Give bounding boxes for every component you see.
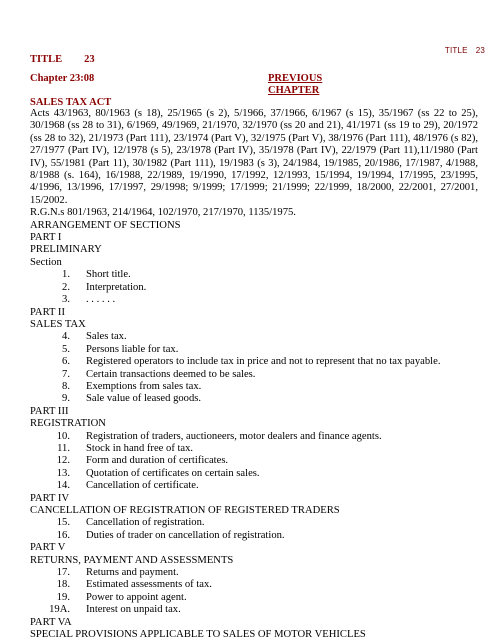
section-title: Sale value of leased goods. (86, 393, 202, 405)
section-number: 17. (56, 567, 70, 579)
section-number: 15. (56, 517, 70, 529)
toc-entry (30, 530, 478, 542)
title-heading (30, 54, 95, 66)
section-title: . . . . . . (86, 294, 116, 306)
part-label: PART V (30, 542, 66, 554)
document-body (30, 108, 478, 641)
part-heading: SPECIAL PROVISIONS APPLICABLE TO SALES OF MOTOR VEHICLES (30, 629, 366, 641)
section-title: Certain transactions deemed to be sales. (86, 368, 256, 380)
toc-entry (30, 567, 478, 579)
section-title: Interest on unpaid tax. (86, 604, 181, 616)
section-title: Cancellation of registration. (86, 517, 205, 529)
running-header-number: 23 (475, 46, 485, 55)
section-title: Duties of trader on cancellation of registration. (86, 529, 285, 541)
section-number: 19. (56, 591, 70, 603)
section-title: Exemptions from sales tax. (86, 380, 202, 392)
toc-entry (30, 356, 478, 368)
toc-entry (30, 604, 478, 616)
section-number: 9. (62, 393, 70, 405)
toc-entry (30, 468, 478, 480)
toc-entry (30, 344, 478, 356)
toc-entry (30, 579, 478, 591)
toc-entry (30, 282, 478, 294)
section-number: 11. (57, 442, 70, 454)
section-number: 12. (56, 455, 70, 467)
part-heading: SALES TAX (30, 318, 86, 330)
section-number: 8. (62, 380, 70, 392)
part-label: PART III (30, 405, 69, 417)
toc-entry (30, 431, 478, 443)
part-heading: PRELIMINARY (30, 244, 102, 256)
acts-paragraph: Acts 43/1963, 80/1963 (s 18), 25/1965 (s 2), 5/1966, 37/1966, 6/1967 (s 15), 35/1967 (ss 22 to 25), 30/1968 (ss 28 to 31), 6/1969, 49/1969, 21/1970, 32/1970 (ss 20 and 21), 41/1971 (ss 19 to 29), 20/1972 (ss 28 to 32), 21/1973 (Part 111), 23/1974 (Part V), 32/1975 (Part V), 38/1976 (Part 111), 48/1976 (s 82), 27/1977 (Part IV), 12/1978 (s 5), 23/1978 (Part IV), 35/1978 (Part IV), 22/1979 (Part 11),11/1980 (Part IV), 55/1981 (Part 11), 30/1982 (Part 111), 19/1983 (s 3), 24/1984, 19/1985, 20/1986, 17/1987, 4/1988, 8/1988 (s. 164), 16/1988, 22/1989, 19/1990, 17/1992, 12/1993, 15/1994, 19/1994, 17/1995, 23/1995, 4/1996, 13/1996, 17/1997, 29/1998; 9/1999; 17/1999; 21/1999; 22/1999, 18/2000, 22/2001, 27/2001, 15/2002. (30, 108, 478, 206)
previous-chapter-link[interactable]: PREVIOUS CHAPTER (268, 73, 323, 97)
toc-entry (30, 381, 478, 393)
section-number: 16. (56, 529, 70, 541)
section-number: 2. (62, 281, 70, 293)
section-title: Cancellation of certificate. (86, 480, 199, 492)
toc-entry (30, 480, 478, 492)
section-title: Estimated assessments of tax. (86, 579, 212, 591)
running-header (445, 45, 485, 57)
toc-entry (30, 517, 478, 529)
section-column-label: Section (30, 256, 62, 268)
section-number: 7. (62, 368, 70, 380)
part-label: PART VA (30, 616, 72, 628)
section-number: 13. (56, 467, 70, 479)
part-heading: REGISTRATION (30, 418, 106, 430)
part-label: PART II (30, 306, 65, 318)
part-label: PART I (30, 232, 62, 244)
section-number: 10. (56, 430, 70, 442)
arrangement-heading: ARRANGEMENT OF SECTIONS (30, 219, 181, 231)
toc-entry (30, 269, 478, 281)
part-heading: CANCELLATION OF REGISTRATION OF REGISTERED TRADERS (30, 505, 340, 516)
section-number: 1. (62, 269, 70, 281)
chapter-row (30, 73, 375, 97)
part-label: PART IV (30, 492, 70, 504)
chapter-label: Chapter 23:08 (30, 73, 95, 84)
section-title: Persons liable for tax. (86, 343, 179, 355)
title-number: 23 (84, 54, 95, 65)
section-number: 19A. (49, 604, 70, 616)
part-heading: RETURNS, PAYMENT AND ASSESSMENTS (30, 554, 234, 566)
section-number: 14. (56, 480, 70, 492)
running-header-label: TITLE (444, 46, 468, 55)
section-number: 6. (62, 356, 70, 368)
act-title: SALES TAX ACT (30, 97, 112, 108)
toc-entry (30, 592, 478, 604)
toc-entry (30, 455, 478, 467)
section-number: 5. (62, 343, 70, 355)
section-title: Interpretation. (86, 281, 147, 293)
section-title: Registered operators to include tax in price and not to represent that no tax payable. (86, 356, 441, 368)
section-title: Power to appoint agent. (86, 591, 187, 603)
title-label: TITLE (30, 54, 63, 65)
section-number: 3. (62, 294, 70, 306)
section-number: 4. (62, 331, 70, 343)
section-title: Registration of traders, auctioneers, motor dealers and finance agents. (86, 430, 382, 442)
toc-entry (30, 294, 478, 306)
section-title: Stock in hand free of tax. (86, 442, 194, 454)
section-title: Returns and payment. (86, 567, 179, 579)
toc-entry (30, 443, 478, 455)
toc-entry (30, 393, 478, 405)
toc-entry (30, 331, 478, 343)
section-number: 18. (56, 579, 70, 591)
section-title: Quotation of certificates on certain sales. (86, 467, 260, 479)
section-title: Form and duration of certificates. (86, 455, 229, 467)
section-title: Sales tax. (86, 331, 127, 343)
rgn-line: R.G.N.s 801/1963, 214/1964, 102/1970, 217/1970, 1135/1975. (30, 207, 296, 219)
section-title: Short title. (86, 269, 131, 281)
toc-entry (30, 369, 478, 381)
